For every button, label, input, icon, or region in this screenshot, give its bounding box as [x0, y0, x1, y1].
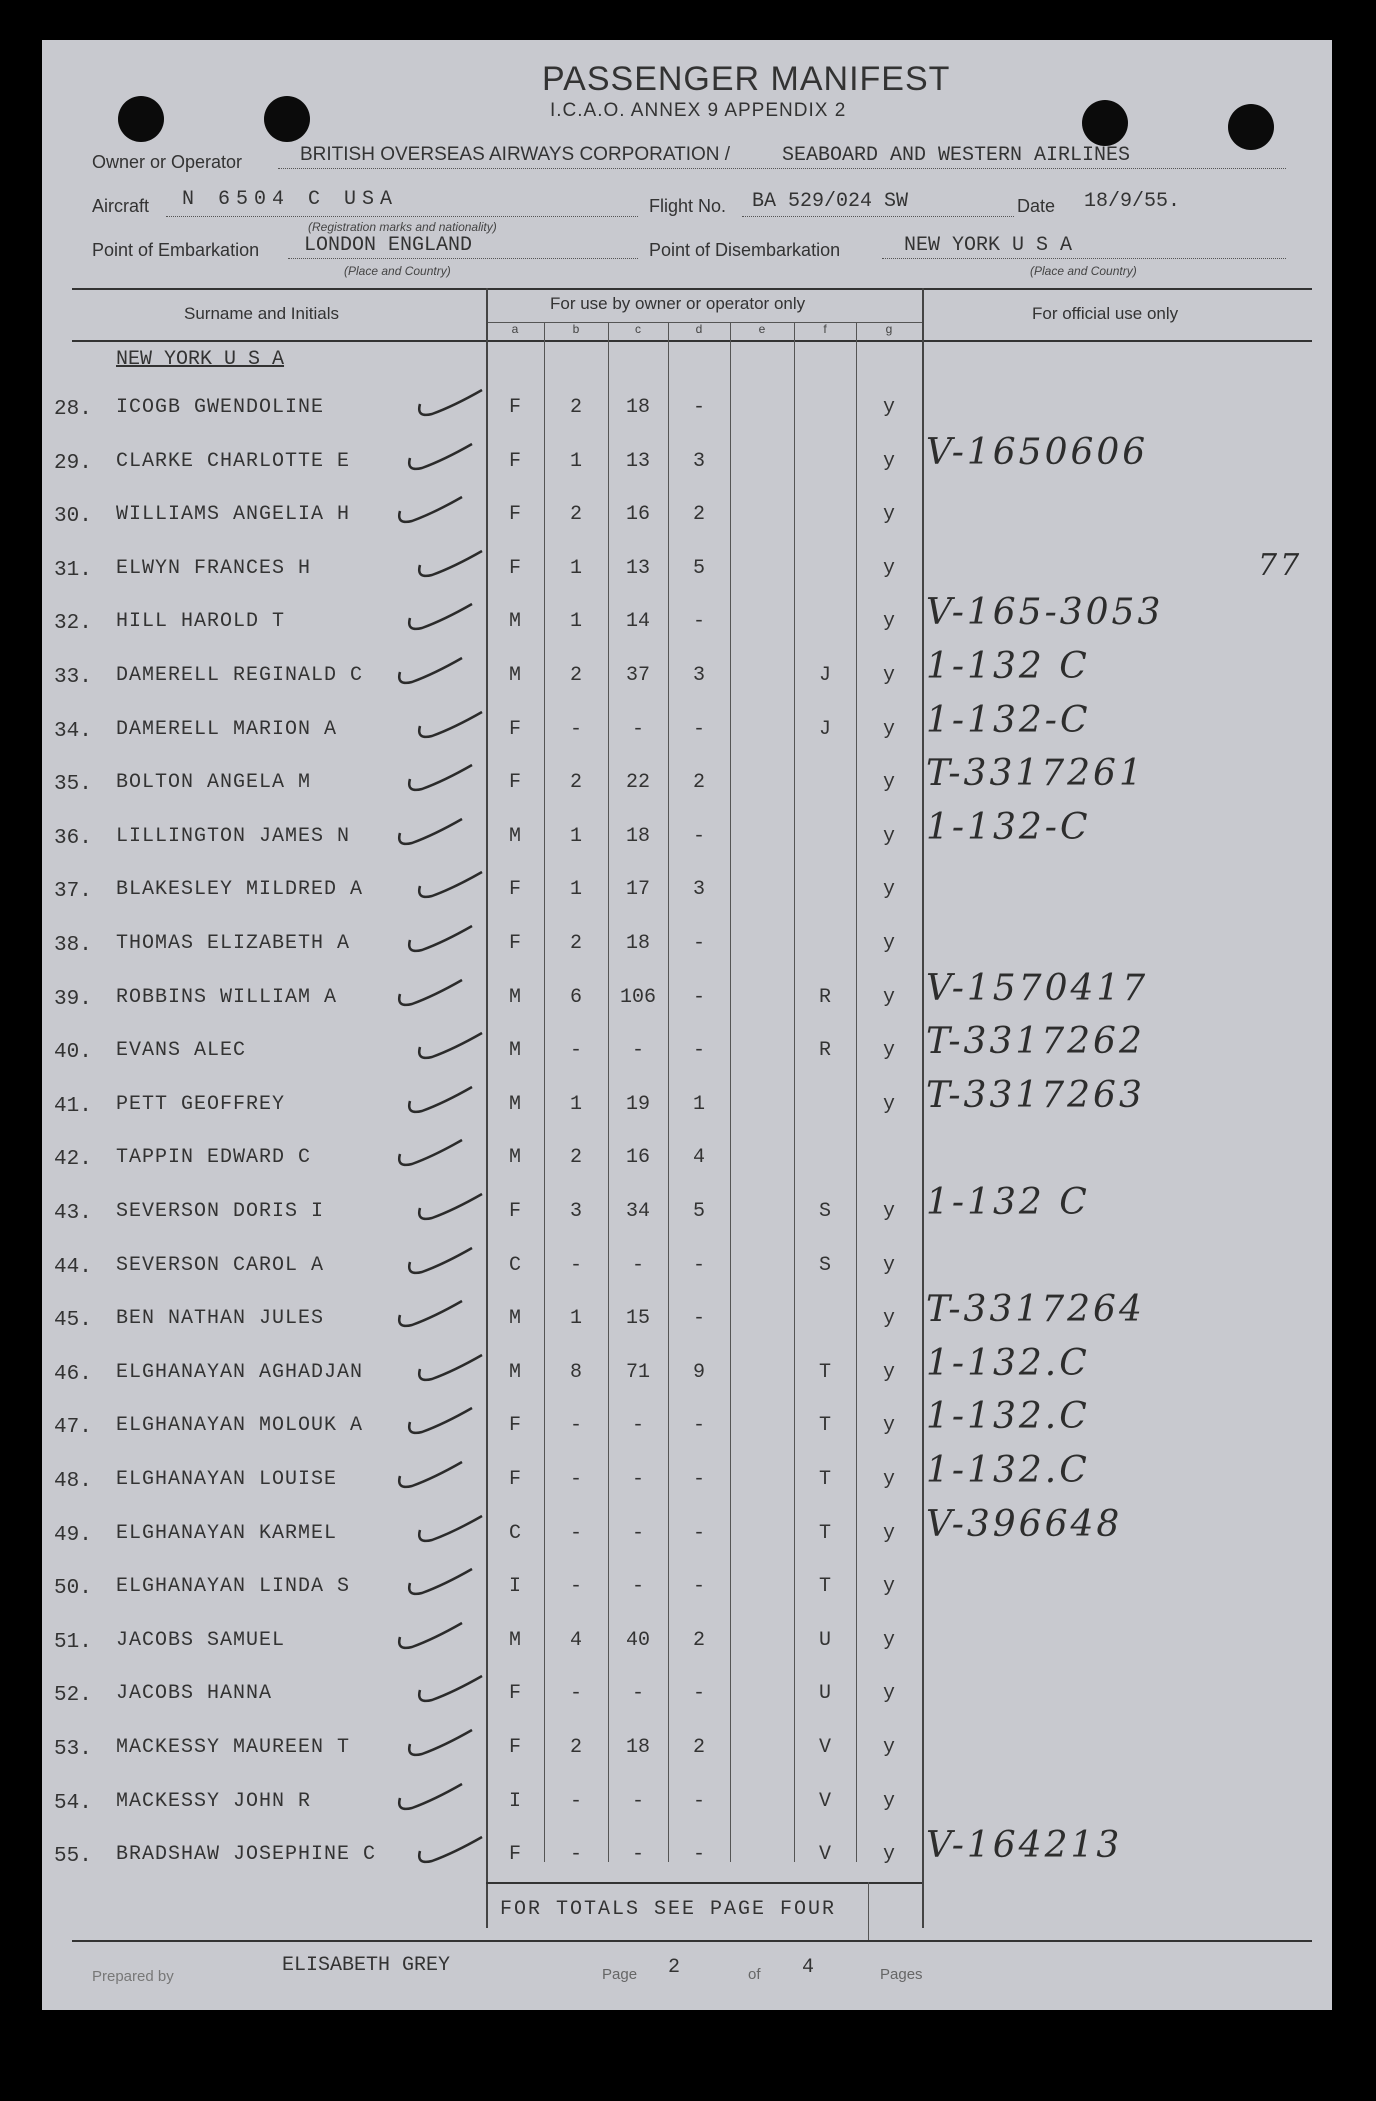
embark-value: LONDON ENGLAND — [304, 234, 473, 257]
cell-a: F — [508, 1736, 521, 1759]
sub-column-letter: a — [511, 322, 519, 336]
totals-note: FOR TOTALS SEE PAGE FOUR — [500, 1898, 837, 1921]
passenger-name: HILL HAROLD T — [116, 610, 286, 633]
cell-a: F — [508, 557, 521, 580]
row-number: 34. — [54, 720, 92, 743]
cell-d: - — [692, 1307, 705, 1330]
page-label: Page — [602, 1966, 638, 1983]
cell-f: T — [818, 1468, 831, 1491]
official-annotation: 1-132 C — [926, 646, 1090, 687]
row-number: 44. — [54, 1256, 92, 1279]
cell-c: - — [631, 1682, 644, 1705]
cell-a: M — [508, 1629, 521, 1652]
of-label: of — [748, 1966, 761, 1983]
passenger-name: JACOBS SAMUEL — [116, 1629, 286, 1652]
checkmark-icon — [399, 658, 462, 683]
checkmark-icon — [409, 1408, 472, 1433]
checkmark-layer — [42, 40, 1332, 2010]
row-number: 29. — [54, 452, 92, 475]
cell-g: y — [882, 1200, 895, 1223]
cell-d: - — [692, 1843, 705, 1866]
row-number: 37. — [54, 880, 92, 903]
cell-c: 40 — [625, 1629, 650, 1652]
passenger-name: WILLIAMS ANGELIA H — [116, 503, 351, 526]
cell-d: 5 — [692, 1200, 705, 1223]
cell-f: V — [818, 1736, 831, 1759]
checkmark-icon — [399, 1623, 462, 1648]
row-number: 54. — [54, 1792, 92, 1815]
cell-c: - — [631, 1468, 644, 1491]
cell-b: 8 — [569, 1361, 582, 1384]
cell-c: 19 — [625, 1093, 650, 1116]
cell-c: - — [631, 1414, 644, 1437]
passenger-name: ELGHANAYAN LINDA S — [116, 1575, 351, 1598]
cell-c: 13 — [625, 450, 650, 473]
checkmark-icon — [419, 1194, 482, 1219]
checkmark-icon — [409, 444, 472, 469]
cell-g: y — [882, 1039, 895, 1062]
cell-f: S — [818, 1254, 831, 1277]
cell-d: 3 — [692, 664, 705, 687]
cell-d: 2 — [692, 1736, 705, 1759]
sub-column-letter: f — [823, 322, 827, 336]
cell-a: F — [508, 1414, 521, 1437]
cell-b: - — [569, 1790, 582, 1813]
prepared-value: ELISABETH GREY — [282, 1954, 451, 1977]
aircraft-label: Aircraft — [92, 196, 150, 216]
cell-g: y — [882, 1843, 895, 1866]
checkmark-icon — [399, 1301, 462, 1326]
cell-d: 3 — [692, 450, 705, 473]
passenger-name: THOMAS ELIZABETH A — [116, 932, 351, 955]
cell-c: - — [631, 718, 644, 741]
cell-c: 18 — [625, 1736, 650, 1759]
cell-b: - — [569, 1414, 582, 1437]
cell-g: y — [882, 825, 895, 848]
checkmark-icon — [419, 390, 482, 415]
checkmark-icon — [409, 765, 472, 790]
cell-a: M — [508, 664, 521, 687]
row-number: 31. — [54, 559, 92, 582]
passenger-name: DAMERELL REGINALD C — [116, 664, 364, 687]
cell-g: y — [882, 1307, 895, 1330]
passenger-name: BLAKESLEY MILDRED A — [116, 878, 364, 901]
cell-d: 3 — [692, 878, 705, 901]
passenger-name: BRADSHAW JOSEPHINE C — [116, 1843, 377, 1866]
cell-b: - — [569, 1522, 582, 1545]
cell-f: R — [818, 986, 831, 1009]
section-heading: NEW YORK U S A — [116, 348, 285, 371]
of-value: 4 — [802, 1956, 815, 1979]
cell-d: - — [692, 718, 705, 741]
cell-c: - — [631, 1254, 644, 1277]
row-number: 45. — [54, 1309, 92, 1332]
cell-a: F — [508, 450, 521, 473]
cell-g: y — [882, 1790, 895, 1813]
passenger-name: MACKESSY MAUREEN T — [116, 1736, 351, 1759]
passenger-name: BOLTON ANGELA M — [116, 771, 312, 794]
row-number: 41. — [54, 1095, 92, 1118]
cell-b: 1 — [569, 878, 582, 901]
row-number: 55. — [54, 1845, 92, 1868]
cell-d: - — [692, 1575, 705, 1598]
cell-a: F — [508, 1843, 521, 1866]
cell-d: 1 — [692, 1093, 705, 1116]
cell-a: M — [508, 1146, 521, 1169]
official-annotation: T-3317264 — [926, 1289, 1145, 1330]
checkmark-icon — [409, 604, 472, 629]
sub-column-letter: e — [758, 322, 766, 336]
cell-a: M — [508, 1307, 521, 1330]
cell-b: 1 — [569, 825, 582, 848]
cell-c: 18 — [625, 932, 650, 955]
passenger-name: ELWYN FRANCES H — [116, 557, 312, 580]
cell-a: F — [508, 932, 521, 955]
passenger-name: CLARKE CHARLOTTE E — [116, 450, 351, 473]
cell-g: y — [882, 610, 895, 633]
cell-b: 1 — [569, 610, 582, 633]
cell-f: T — [818, 1522, 831, 1545]
sub-column-letter: b — [572, 322, 580, 336]
cell-g: y — [882, 1629, 895, 1652]
page-value: 2 — [668, 1956, 681, 1979]
official-annotation: 1-132 C — [926, 1182, 1090, 1223]
date-label: Date — [1017, 196, 1056, 216]
row-number: 51. — [54, 1631, 92, 1654]
cell-g: y — [882, 503, 895, 526]
cell-a: F — [508, 771, 521, 794]
checkmark-icon — [409, 1087, 472, 1112]
cell-d: - — [692, 610, 705, 633]
cell-c: - — [631, 1790, 644, 1813]
checkmark-icon — [399, 1140, 462, 1165]
cell-a: F — [508, 396, 521, 419]
owner-value: BRITISH OVERSEAS AIRWAYS CORPORATION / — [300, 144, 731, 165]
official-annotation: T-3317261 — [926, 753, 1145, 794]
cell-d: 2 — [692, 503, 705, 526]
row-number: 32. — [54, 612, 92, 635]
flight-label: Flight No. — [649, 196, 727, 216]
cell-a: F — [508, 1682, 521, 1705]
official-annotation: 1-132.C — [926, 1396, 1090, 1437]
checkmark-icon — [419, 1033, 482, 1058]
cell-f: J — [818, 664, 831, 687]
cell-f: T — [818, 1414, 831, 1437]
cell-a: F — [508, 718, 521, 741]
cell-g: y — [882, 1682, 895, 1705]
row-number: 30. — [54, 505, 92, 528]
official-annotation: V-165-3053 — [926, 592, 1164, 633]
aircraft-value: N 6504 C USA — [182, 188, 399, 211]
row-number: 38. — [54, 934, 92, 957]
date-value: 18/9/55. — [1084, 190, 1181, 213]
prepared-label: Prepared by — [92, 1968, 174, 1985]
cell-c: 15 — [625, 1307, 650, 1330]
cell-a: M — [508, 1361, 521, 1384]
checkmark-icon — [399, 1784, 462, 1809]
cell-a: F — [508, 1200, 521, 1223]
cell-b: - — [569, 1682, 582, 1705]
official-annotation: T-3317263 — [926, 1075, 1145, 1116]
passenger-name: ELGHANAYAN MOLOUK A — [116, 1414, 364, 1437]
checkmark-icon — [419, 872, 482, 897]
checkmark-icon — [419, 1516, 482, 1541]
checkmark-icon — [419, 551, 482, 576]
checkmark-icon — [399, 980, 462, 1005]
passenger-name: ICOGB GWENDOLINE — [116, 396, 325, 419]
passenger-name: ROBBINS WILLIAM A — [116, 986, 338, 1009]
cell-b: 4 — [569, 1629, 582, 1652]
cell-b: 1 — [569, 557, 582, 580]
cell-c: 18 — [625, 396, 650, 419]
checkmark-icon — [399, 497, 462, 522]
sub-column-letter: g — [885, 322, 893, 336]
cell-g: y — [882, 1736, 895, 1759]
cell-g: y — [882, 1254, 895, 1277]
col-surname-header: Surname and Initials — [184, 304, 339, 323]
checkmark-icon — [399, 1462, 462, 1487]
cell-d: 4 — [692, 1146, 705, 1169]
cell-c: 16 — [625, 503, 650, 526]
cell-d: 5 — [692, 557, 705, 580]
cell-d: 2 — [692, 1629, 705, 1652]
cell-d: 2 — [692, 771, 705, 794]
passenger-name: SEVERSON CAROL A — [116, 1254, 325, 1277]
row-number: 40. — [54, 1041, 92, 1064]
row-number: 42. — [54, 1148, 92, 1171]
cell-a: M — [508, 1039, 521, 1062]
cell-g: y — [882, 718, 895, 741]
cell-d: - — [692, 825, 705, 848]
col-owner-header: For use by owner or operator only — [550, 294, 806, 313]
cell-a: F — [508, 878, 521, 901]
manifest-sheet — [42, 40, 1332, 2010]
cell-f: U — [818, 1629, 831, 1652]
cell-a: M — [508, 986, 521, 1009]
cell-b: 1 — [569, 1307, 582, 1330]
cell-a: C — [508, 1254, 521, 1277]
cell-f: T — [818, 1361, 831, 1384]
place-note-2: (Place and Country) — [1030, 264, 1137, 278]
passenger-name: JACOBS HANNA — [116, 1682, 273, 1705]
official-annotation: V-164213 — [926, 1825, 1123, 1866]
owner-label: Owner or Operator — [92, 152, 243, 172]
row-number: 48. — [54, 1470, 92, 1493]
cell-b: 2 — [569, 664, 582, 687]
page-title: PASSENGER MANIFEST — [542, 60, 951, 98]
passenger-name: PETT GEOFFREY — [116, 1093, 286, 1116]
checkmark-icon — [399, 819, 462, 844]
official-annotation: 1-132.C — [926, 1450, 1090, 1491]
cell-a: M — [508, 610, 521, 633]
checkmark-icon — [419, 712, 482, 737]
checkmark-icon — [419, 1837, 482, 1862]
cell-g: y — [882, 932, 895, 955]
passenger-name: DAMERELL MARION A — [116, 718, 338, 741]
cell-d: - — [692, 1682, 705, 1705]
official-annotation: 1-132-C — [926, 700, 1091, 741]
cell-g: y — [882, 450, 895, 473]
owner-value-2: SEABOARD AND WESTERN AIRLINES — [782, 144, 1131, 167]
cell-g: y — [882, 1093, 895, 1116]
checkmark-icon — [409, 926, 472, 951]
row-number: 46. — [54, 1363, 92, 1386]
cell-b: - — [569, 1039, 582, 1062]
cell-a: I — [508, 1790, 521, 1813]
official-annotation: 1-132.C — [926, 1343, 1090, 1384]
official-annotation: T-3317262 — [926, 1021, 1145, 1062]
checkmark-icon — [419, 1355, 482, 1380]
passenger-name: LILLINGTON JAMES N — [116, 825, 351, 848]
cell-g: y — [882, 1522, 895, 1545]
cell-b: - — [569, 1254, 582, 1277]
cell-b: - — [569, 1575, 582, 1598]
cell-c: 71 — [625, 1361, 650, 1384]
cell-d: - — [692, 1414, 705, 1437]
cell-c: 13 — [625, 557, 650, 580]
checkmark-icon — [419, 1676, 482, 1701]
cell-c: - — [631, 1575, 644, 1598]
cell-b: 2 — [569, 1736, 582, 1759]
row-number: 35. — [54, 773, 92, 796]
row-number: 36. — [54, 827, 92, 850]
checkmark-icon — [409, 1730, 472, 1755]
row-number: 47. — [54, 1416, 92, 1439]
cell-b: - — [569, 718, 582, 741]
cell-c: - — [631, 1522, 644, 1545]
cell-d: - — [692, 1254, 705, 1277]
cell-b: 1 — [569, 450, 582, 473]
official-annotation: V-1570417 — [926, 968, 1149, 1009]
row-number: 53. — [54, 1738, 92, 1761]
cell-c: 34 — [625, 1200, 650, 1223]
pages-label: Pages — [880, 1966, 923, 1983]
cell-d: - — [692, 986, 705, 1009]
cell-f: R — [818, 1039, 831, 1062]
cell-d: - — [692, 932, 705, 955]
col-official-header: For official use only — [1032, 304, 1179, 323]
cell-g: y — [882, 396, 895, 419]
row-number: 50. — [54, 1577, 92, 1600]
passenger-name: EVANS ALEC — [116, 1039, 247, 1062]
row-number: 39. — [54, 988, 92, 1011]
row-number: 28. — [54, 398, 92, 421]
official-annotation: 1-132-C — [926, 807, 1091, 848]
cell-b: 2 — [569, 1146, 582, 1169]
cell-b: 2 — [569, 771, 582, 794]
passenger-name: MACKESSY JOHN R — [116, 1790, 312, 1813]
cell-b: 2 — [569, 396, 582, 419]
cell-c: 37 — [625, 664, 650, 687]
cell-b: 3 — [569, 1200, 582, 1223]
cell-a: M — [508, 825, 521, 848]
cell-c: 16 — [625, 1146, 650, 1169]
cell-b: 2 — [569, 932, 582, 955]
cell-d: 9 — [692, 1361, 705, 1384]
cell-b: - — [569, 1468, 582, 1491]
disembark-value: NEW YORK U S A — [904, 234, 1073, 257]
passenger-name: SEVERSON DORIS I — [116, 1200, 325, 1223]
cell-d: - — [692, 1039, 705, 1062]
cell-f: V — [818, 1790, 831, 1813]
passenger-name: BEN NATHAN JULES — [116, 1307, 325, 1330]
page-subtitle: I.C.A.O. ANNEX 9 APPENDIX 2 — [550, 100, 847, 121]
official-annotation: V-396648 — [926, 1504, 1123, 1545]
cell-a: F — [508, 1468, 521, 1491]
cell-a: C — [508, 1522, 521, 1545]
cell-g: y — [882, 664, 895, 687]
checkmark-icon — [409, 1248, 472, 1273]
cell-d: - — [692, 396, 705, 419]
flight-value: BA 529/024 SW — [752, 190, 909, 213]
cell-g: y — [882, 1414, 895, 1437]
cell-c: 17 — [625, 878, 650, 901]
cell-d: - — [692, 1468, 705, 1491]
passenger-name: TAPPIN EDWARD C — [116, 1146, 312, 1169]
cell-c: - — [631, 1843, 644, 1866]
cell-f: T — [818, 1575, 831, 1598]
cell-d: - — [692, 1790, 705, 1813]
cell-b: 6 — [569, 986, 582, 1009]
cell-c: 18 — [625, 825, 650, 848]
row-number: 52. — [54, 1684, 92, 1707]
side-note: 77 — [1258, 548, 1303, 583]
cell-g: y — [882, 1361, 895, 1384]
embark-label: Point of Embarkation — [92, 240, 260, 260]
cell-f: J — [818, 718, 831, 741]
row-number: 43. — [54, 1202, 92, 1225]
row-number: 33. — [54, 666, 92, 689]
cell-f: U — [818, 1682, 831, 1705]
passenger-name: ELGHANAYAN LOUISE — [116, 1468, 338, 1491]
cell-c: 14 — [625, 610, 650, 633]
row-number: 49. — [54, 1524, 92, 1547]
disembark-label: Point of Disembarkation — [649, 240, 841, 260]
cell-a: M — [508, 1093, 521, 1116]
registration-note: (Registration marks and nationality) — [308, 220, 497, 234]
cell-f: V — [818, 1843, 831, 1866]
place-note: (Place and Country) — [344, 264, 451, 278]
passenger-name: ELGHANAYAN KARMEL — [116, 1522, 338, 1545]
cell-g: y — [882, 557, 895, 580]
cell-c: 106 — [619, 986, 656, 1009]
cell-g: y — [882, 986, 895, 1009]
cell-g: y — [882, 878, 895, 901]
cell-d: - — [692, 1522, 705, 1545]
cell-b: 1 — [569, 1093, 582, 1116]
sub-column-letter: d — [695, 322, 703, 336]
official-annotation: V-1650606 — [926, 432, 1149, 473]
cell-c: 22 — [625, 771, 650, 794]
cell-a: I — [508, 1575, 521, 1598]
cell-a: F — [508, 503, 521, 526]
cell-g: y — [882, 1575, 895, 1598]
cell-g: y — [882, 1468, 895, 1491]
cell-f: S — [818, 1200, 831, 1223]
cell-g: y — [882, 771, 895, 794]
sub-column-letter: c — [635, 322, 641, 336]
cell-c: - — [631, 1039, 644, 1062]
passenger-name: ELGHANAYAN AGHADJAN — [116, 1361, 364, 1384]
checkmark-icon — [409, 1569, 472, 1594]
cell-b: 2 — [569, 503, 582, 526]
cell-b: - — [569, 1843, 582, 1866]
